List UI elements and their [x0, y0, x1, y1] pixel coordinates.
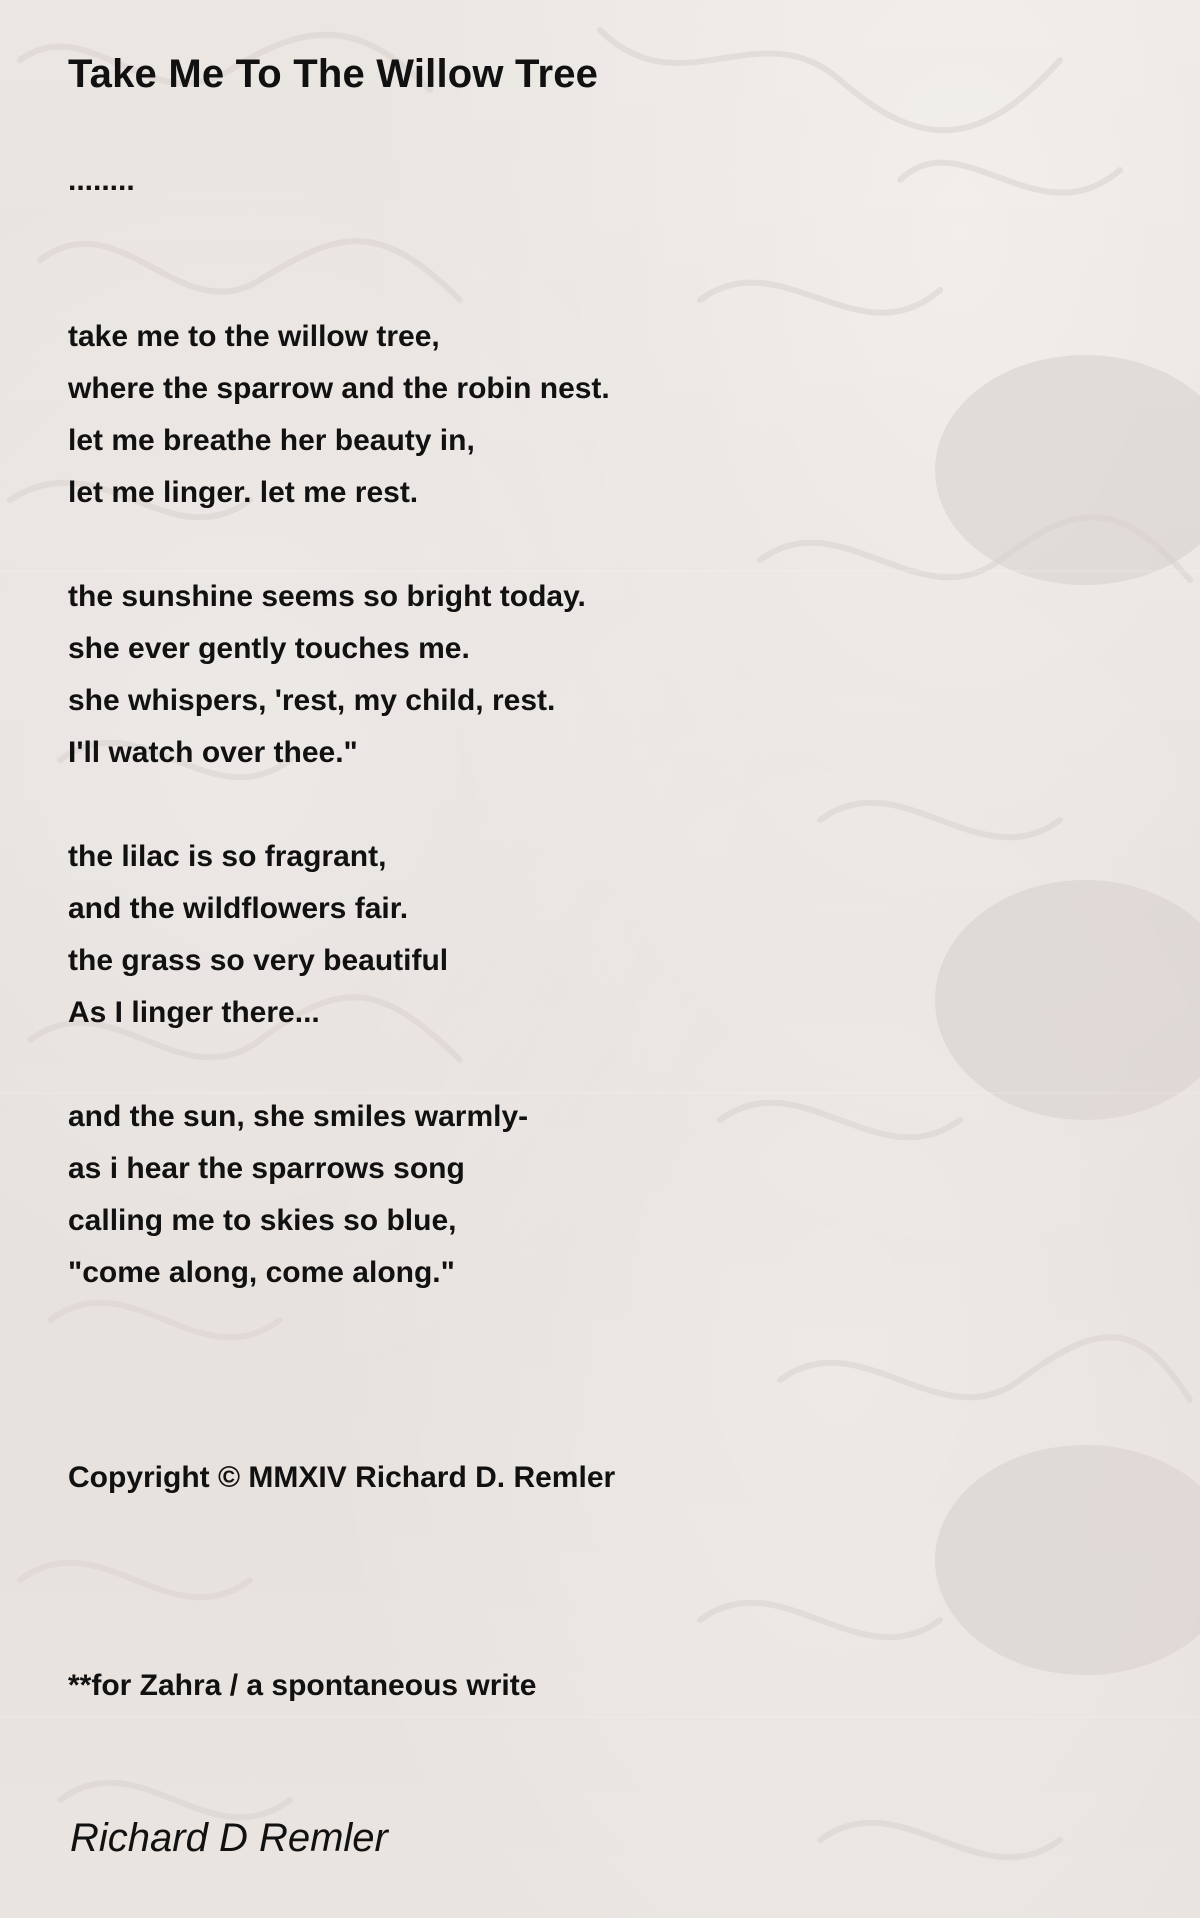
stanza: [68, 571, 1068, 779]
stanza: [68, 311, 1068, 519]
stanza: [68, 1091, 1068, 1299]
poem-line: she whispers, 'rest, my child, rest.: [68, 684, 556, 717]
poem-body: [68, 155, 1068, 1299]
dedication-note: **for Zahra / a spontaneous write: [68, 1669, 537, 1702]
poem-title: Take Me To The Willow Tree: [68, 52, 599, 96]
copyright-notice: Copyright © MMXIV Richard D. Remler: [68, 1461, 616, 1494]
poem-line: take me to the willow tree,: [68, 320, 440, 353]
poem-ellipsis: ........: [68, 164, 135, 197]
poem-line: "come along, come along.": [68, 1256, 455, 1289]
poem-line: let me breathe her beauty in,: [68, 424, 475, 457]
poem-line: I'll watch over thee.": [68, 736, 358, 769]
poem-line: As I linger there...: [68, 996, 320, 1029]
poem-line: and the sun, she smiles warmly-: [68, 1100, 529, 1133]
poem-line: as i hear the sparrows song: [68, 1152, 465, 1185]
poem-line: the lilac is so fragrant,: [68, 840, 387, 873]
stanza: [68, 831, 1068, 1039]
poem-line: and the wildflowers fair.: [68, 892, 409, 925]
poem-line: calling me to skies so blue,: [68, 1204, 457, 1237]
poem-line: let me linger. let me rest.: [68, 476, 419, 509]
poem-line: where the sparrow and the robin nest.: [68, 372, 610, 405]
author-name: Richard D Remler: [70, 1816, 388, 1860]
poem-line: she ever gently touches me.: [68, 632, 470, 665]
poem-line: the sunshine seems so bright today.: [68, 580, 586, 613]
poem-line: the grass so very beautiful: [68, 944, 449, 977]
